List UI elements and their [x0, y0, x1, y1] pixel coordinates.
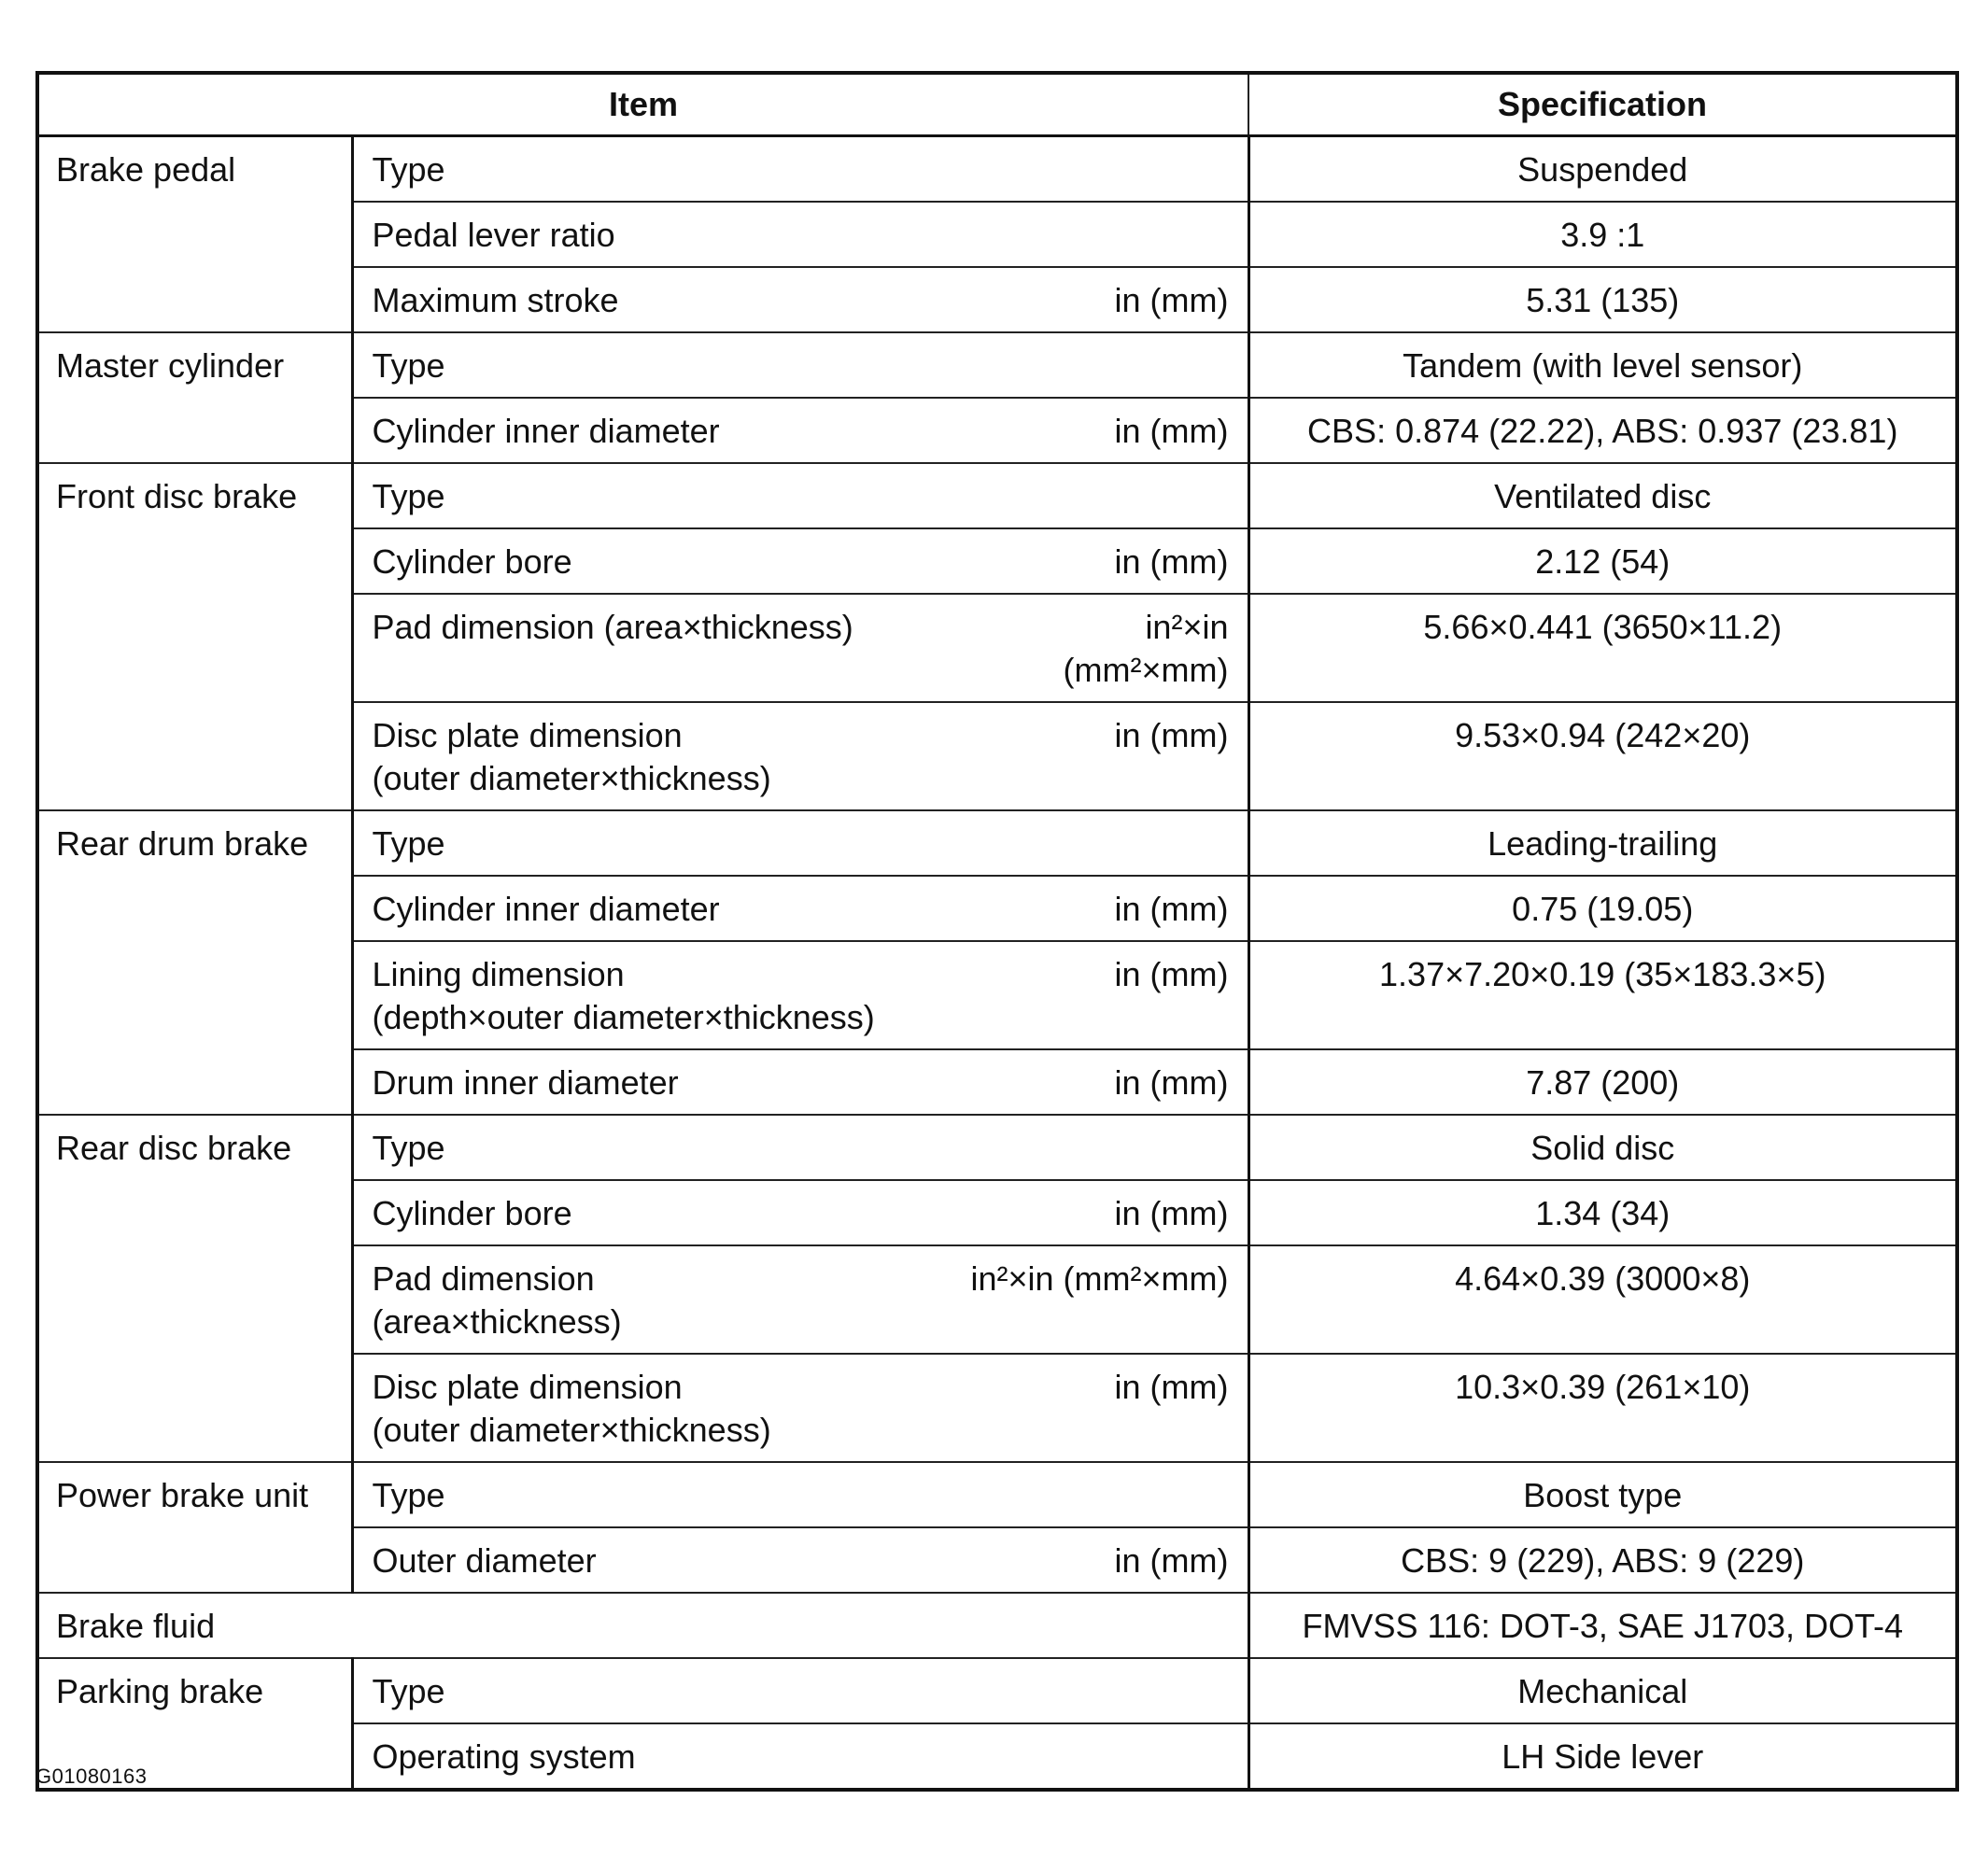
item-label: Drum inner diameter [372, 1063, 679, 1102]
item-cell [352, 202, 1248, 267]
specification-value: Boost type [1248, 1462, 1957, 1527]
specification-value: 1.34 (34) [1248, 1180, 1957, 1245]
item-unit: in (mm) [1114, 1194, 1229, 1232]
item-cell [352, 267, 1248, 332]
table-row [37, 1593, 1957, 1658]
specification-value: 4.64×0.39 (3000×8) [1248, 1245, 1957, 1354]
item-cell [352, 702, 1248, 810]
item-cell [352, 594, 1248, 702]
item-label: Disc plate dimension (outer diameter×thickness) [372, 1368, 771, 1449]
item-label: Lining dimension (depth×outer diameter×thickness) [372, 955, 875, 1036]
table-row [37, 136, 1957, 203]
item-cell [352, 332, 1248, 398]
item-label: Type [372, 824, 445, 863]
item-cell [352, 1462, 1248, 1527]
specification-value: LH Side lever [1248, 1723, 1957, 1790]
group-label: Parking brake [37, 1658, 352, 1790]
header-item: Item [37, 73, 1248, 136]
specification-value: 7.87 (200) [1248, 1049, 1957, 1115]
specification-value: Ventilated disc [1248, 463, 1957, 528]
item-cell [352, 810, 1248, 876]
item-label: Cylinder bore [372, 542, 572, 581]
specification-value: 5.31 (135) [1248, 267, 1957, 332]
group-label: Brake pedal [37, 136, 352, 333]
item-label: Cylinder inner diameter [372, 890, 720, 928]
specification-value: 10.3×0.39 (261×10) [1248, 1354, 1957, 1462]
specification-value: Solid disc [1248, 1115, 1957, 1180]
item-label: Cylinder inner diameter [372, 412, 720, 450]
item-label: Pad dimension (area×thickness) [372, 608, 853, 646]
item-label: Cylinder bore [372, 1194, 572, 1232]
specification-value: Tandem (with level sensor) [1248, 332, 1957, 398]
item-label: Type [372, 1476, 445, 1514]
brake-specification-table [35, 71, 1959, 1792]
table-row [37, 810, 1957, 876]
item-unit: in (mm) [1114, 955, 1229, 993]
specification-value: FMVSS 116: DOT-3, SAE J1703, DOT-4 [1248, 1593, 1957, 1658]
group-label: Power brake unit [37, 1462, 352, 1593]
item-unit: in (mm) [1114, 1368, 1229, 1406]
item-unit: in (mm) [1114, 281, 1229, 319]
table-row [37, 463, 1957, 528]
item-unit: in²×in (mm²×mm) [1063, 608, 1229, 689]
specification-value: 0.75 (19.05) [1248, 876, 1957, 941]
item-unit: in (mm) [1114, 1063, 1229, 1102]
item-label: Pad dimension (area×thickness) [372, 1259, 622, 1341]
item-label: Outer diameter [372, 1541, 597, 1580]
item-cell [352, 1527, 1248, 1593]
specification-value: CBS: 0.874 (22.22), ABS: 0.937 (23.81) [1248, 398, 1957, 463]
item-unit: in (mm) [1114, 1541, 1229, 1580]
item-cell [352, 1180, 1248, 1245]
specification-value: 5.66×0.441 (3650×11.2) [1248, 594, 1957, 702]
item-cell [352, 876, 1248, 941]
item-unit: in (mm) [1114, 890, 1229, 928]
group-label: Rear disc brake [37, 1115, 352, 1462]
item-label: Type [372, 1129, 445, 1167]
specification-value: 2.12 (54) [1248, 528, 1957, 594]
table-header-row [37, 73, 1957, 136]
group-label: Brake fluid [37, 1593, 1248, 1658]
item-cell [352, 398, 1248, 463]
item-label: Maximum stroke [372, 281, 619, 319]
item-unit: in²×in (mm²×mm) [970, 1259, 1229, 1298]
specification-value: 3.9 :1 [1248, 202, 1957, 267]
item-label: Type [372, 1672, 445, 1710]
specification-value: CBS: 9 (229), ABS: 9 (229) [1248, 1527, 1957, 1593]
table-body [37, 136, 1957, 1791]
specification-value: 1.37×7.20×0.19 (35×183.3×5) [1248, 941, 1957, 1049]
item-cell [352, 1723, 1248, 1790]
item-label: Operating system [372, 1737, 636, 1776]
header-specification: Specification [1248, 73, 1957, 136]
item-label: Type [372, 346, 445, 385]
item-label: Type [372, 150, 445, 189]
item-unit: in (mm) [1114, 716, 1229, 754]
item-unit: in (mm) [1114, 542, 1229, 581]
item-cell [352, 136, 1248, 203]
item-cell [352, 941, 1248, 1049]
specification-value: Leading-trailing [1248, 810, 1957, 876]
item-cell [352, 1658, 1248, 1723]
item-unit: in (mm) [1114, 412, 1229, 450]
figure-code: G01080163 [35, 1765, 148, 1788]
specification-value: Mechanical [1248, 1658, 1957, 1723]
item-cell [352, 1115, 1248, 1180]
item-label: Type [372, 477, 445, 515]
group-label: Master cylinder [37, 332, 352, 463]
specification-value: Suspended [1248, 136, 1957, 203]
item-cell [352, 1049, 1248, 1115]
item-cell [352, 528, 1248, 594]
specification-value: 9.53×0.94 (242×20) [1248, 702, 1957, 810]
table-row [37, 1462, 1957, 1527]
item-cell [352, 1245, 1248, 1354]
table-row [37, 332, 1957, 398]
group-label: Front disc brake [37, 463, 352, 810]
item-label: Disc plate dimension (outer diameter×thickness) [372, 716, 771, 797]
item-cell [352, 1354, 1248, 1462]
table-row [37, 1115, 1957, 1180]
table-row [37, 1658, 1957, 1723]
item-cell [352, 463, 1248, 528]
group-label: Rear drum brake [37, 810, 352, 1115]
item-label: Pedal lever ratio [372, 216, 615, 254]
